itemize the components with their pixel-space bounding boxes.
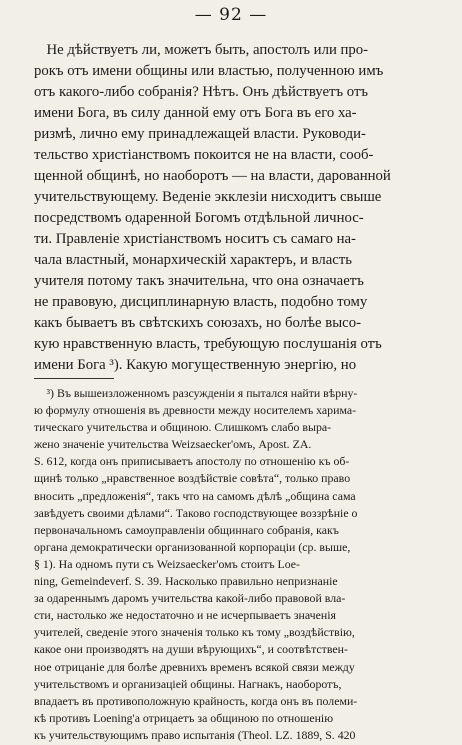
text-line: учительствующему. Веденіе экклезіи нисходитъ свыше — [34, 189, 382, 205]
footnote-line: ное отрицаніе для болѣе древнихъ временъ всякой связи между — [34, 661, 355, 674]
footnote — [34, 386, 454, 745]
footnote-line: первоначальномъ самоуправленіи общиннаго собранія, какъ — [34, 524, 339, 537]
footnote-line: за одареннымъ даромъ учительства какой-либо правовой вла- — [34, 593, 346, 606]
footnote-line: жено значеніе учительства Weizsaecker'омъ, Apost. ZA. — [34, 439, 312, 452]
footnote-line: щинѣ только „нравственное воздѣйствіе совѣта“, только право — [34, 473, 351, 486]
text-line: ризмѣ, лично ему принадлежащей власти. Руководи- — [34, 126, 366, 142]
footnote-line: учительствомъ и организаціей общины. Нагнакъ, наоборотъ, — [34, 678, 342, 691]
footnote-line: ю формулу отношенія въ древности между носителемъ харима- — [34, 405, 357, 418]
footnote-line: завѣдуетъ своими дѣлами“. Таково господствующее воззрѣніе о — [34, 507, 358, 520]
text-line: какъ бываетъ въ свѣтскихъ союзахъ, но болѣе высо- — [34, 315, 361, 331]
text-line: имени Бога, въ силу данной ему отъ Бога въ его ха- — [34, 105, 357, 121]
footnote-line: какое они производятъ на души вѣрующихъ“, и соотвѣтствен- — [34, 644, 348, 657]
footnote-line: сти, настолько же недостаточно и не исчерпываетъ значенія — [34, 610, 336, 623]
footnote-line: ³) Въ вышеизложенномъ разсужденіи я пытался найти вѣрну- — [46, 388, 358, 400]
footnote-line: къ учительствующимъ право испытанія (Theol. LZ. 1889, S. 420 — [34, 729, 356, 742]
footnote-line: кѣ противъ Loening'а отрицаетъ за общиною по отношенію — [34, 712, 334, 725]
text-line: имени Бога ³). Какую могущественную энергію, но — [34, 357, 357, 373]
footnote-line: учителей, сведеніе этого значенія только къ тому „воздѣйствію, — [34, 627, 355, 640]
text-line: отъ какого-либо собранія? Нѣтъ. Онъ дѣйствуетъ отъ — [34, 84, 369, 100]
main-text — [34, 40, 454, 376]
footnote-line: § 1). На одномъ пути съ Weizsaecker'омъ стоитъ Loe- — [34, 558, 300, 571]
footnote-line: органа демократически организованной корпораціи (ср. выше, — [34, 541, 351, 554]
footnote-line: тическаго учительства и общиною. Слишкомъ слабо выра- — [34, 422, 332, 435]
text-line: учителя потому такъ значительна, что она означаетъ — [34, 273, 364, 289]
text-line: кую нравственную власть, требующую послушанія отъ — [34, 336, 382, 352]
footnote-line: вносить „предложенія“, такъ что на самомъ дѣлѣ „община сама — [34, 490, 356, 503]
text-line: Не дѣйствуетъ ли, можетъ быть, апостолъ или про- — [46, 42, 369, 58]
page-number: — 92 — — [194, 5, 268, 25]
text-line: щенной общинѣ, но наоборотъ — на власти, дарованной — [34, 168, 391, 184]
text-line: не правовую, дисциплинарную власть, подобно тому — [34, 294, 368, 310]
footnote-line: S. 612, когда онъ приписываетъ апостолу по отношенію къ об- — [34, 456, 350, 469]
footnote-line: ning, Gemeindeverf. S. 39. Насколько правильно непризнаніе — [34, 576, 338, 589]
text-line: ти. Правленіе христіанствомъ носитъ съ самаго на- — [34, 231, 356, 247]
text-line: тельство христіанствомъ покоится не на власти, сооб- — [34, 147, 374, 163]
text-line: чала властный, монархическій характеръ, и власть — [34, 252, 353, 268]
text-line: посредствомъ одаренной Богомъ отдѣльной личнос- — [34, 210, 364, 226]
text-line: рокъ отъ имени общины или властью, полученною имъ — [34, 63, 384, 79]
footnote-divider — [34, 378, 114, 379]
footnote-line: впадаетъ въ противоположную крайность, когда онъ въ полеми- — [34, 695, 358, 708]
